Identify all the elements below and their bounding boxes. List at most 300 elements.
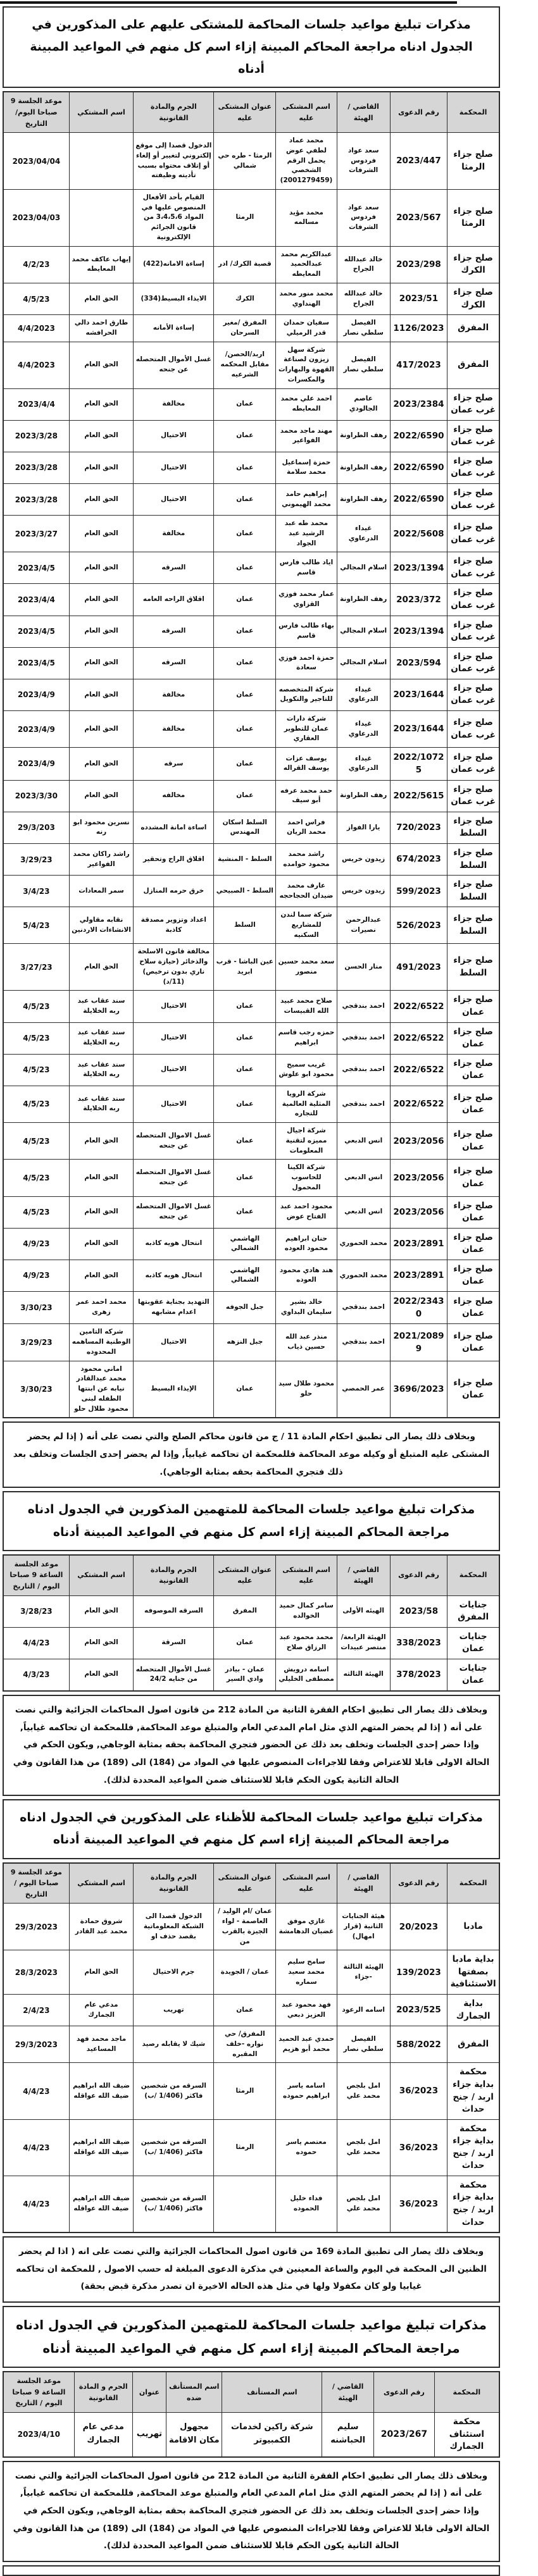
table-cell: خالد بشير سليمان البداوي (276, 1291, 337, 1324)
table-cell: 2023/298 (390, 246, 447, 283)
table-cell: سعد محمد حسين منصور (276, 944, 337, 991)
table-cell: 2023/3/28 (3, 420, 69, 452)
column-header: رقم الدعوى (390, 92, 447, 132)
table-cell: 4/4/2023 (3, 342, 69, 388)
table-cell: 5/4/23 (3, 907, 69, 944)
table-cell: زيدون خريس (337, 843, 390, 875)
table-cell: غسل الاموال المتحصله عن جنحه (134, 1123, 214, 1160)
table-cell: 2022/6590 (390, 420, 447, 452)
table-cell: المفرق (447, 315, 499, 342)
table-cell: الهاشمي الشمالي (214, 1228, 276, 1260)
table-cell: الرمثا (214, 2119, 276, 2176)
table-cell: يارا الفواز (337, 812, 390, 843)
table-cell: عمان (214, 710, 276, 747)
table-cell: سامر كمال حميد الخوالده (276, 1595, 337, 1627)
table-cell: 2023/1644 (390, 679, 447, 710)
table-cell: عمان (214, 616, 276, 647)
table-cell: اسلام المجالي (337, 616, 390, 647)
column-header: موعد الجلسة الساعة 9 صباحا اليوم / التاريخ (3, 1555, 69, 1595)
table-cell: صلح جزاء عمان (447, 1260, 499, 1291)
table-cell: عمان (214, 1995, 276, 2026)
column-header: موعد الجلسة الساعة 9 صباحا اليوم / التاريخ (3, 2372, 74, 2412)
table-cell: صلح جزاء عمان (447, 1022, 499, 1054)
table-cell: ضيف الله ابراهيم ضيف الله عواقله (69, 2063, 134, 2119)
column-header: اسم المستأنف (222, 2372, 322, 2412)
table-cell: راشد راكان محمد الفواعير (69, 843, 134, 875)
table-cell: مجهول مكان الاقامة (166, 2412, 222, 2456)
table-cell: 588/2022 (390, 2026, 447, 2063)
table-cell: الحق العام (69, 1627, 134, 1659)
table-row (3, 516, 499, 552)
table-row (3, 1054, 499, 1086)
table-cell: نسرين محمود ابو رنه (69, 812, 134, 843)
table-cell: 4/5/23 (3, 1160, 69, 1196)
table-cell: الحق العام (69, 1950, 134, 1995)
table-cell: حمد محمد عرفه أبو سيف (276, 780, 337, 812)
table-cell: مخالفه (134, 780, 214, 812)
column-header: اسم المشتكي (69, 1863, 134, 1904)
table-cell: شروق حمادة محمد عبد القادر (69, 1904, 134, 1950)
table-cell: 4/9/23 (3, 1228, 69, 1260)
table-cell: صلح جزاء الكرك (447, 283, 499, 314)
table-row (3, 246, 499, 283)
table-cell: طارق احمد دالي الحرافشه (69, 315, 134, 342)
court-notices-document (3, 6, 500, 2576)
table-cell: 2023/1394 (390, 616, 447, 647)
table-cell: 4/4/23 (3, 1627, 69, 1659)
table-cell: الرمثا - طره حي شمالي (214, 133, 276, 190)
table-cell: احمد علي محمد المعايطه (276, 388, 337, 420)
table-cell: الحق العام (69, 388, 134, 420)
table-cell: انس الدبعي (337, 1123, 390, 1160)
column-header: موعد الجلسة 9 صباحا اليوم / التاريخ (3, 1863, 69, 1904)
table-cell: 3/30/23 (3, 1291, 69, 1324)
table-cell: رهف الطراونة (337, 483, 390, 515)
table-cell: عمان (214, 552, 276, 584)
table-cell: شركة دارات عمان للتطوير العقاري (276, 710, 337, 747)
table-cell: الفيصل سلطي نصار (337, 342, 390, 388)
table-cell: المفرق/ حي نواره -خلف المقبره (214, 2026, 276, 2063)
table-cell: عمان (214, 991, 276, 1022)
table-cell: انس الدبعي (337, 1160, 390, 1196)
table-cell: عمان (214, 584, 276, 616)
table-cell: 2022/6522 (390, 1054, 447, 1086)
table-cell: رهف الطراونة (337, 584, 390, 616)
table-row (3, 420, 499, 452)
table-cell: محمود احمد عبد الفتاح عوض (276, 1196, 337, 1228)
table-cell: جبل النزهه (214, 1324, 276, 1361)
table-cell: ضيف الله ابراهيم ضيف الله عواقله (69, 2119, 134, 2176)
table-cell: انتحال هويه كاذبه (134, 1260, 214, 1291)
table-cell: الحق العام (69, 780, 134, 812)
table-cell: انتحال هويه كاذبه (134, 1228, 214, 1260)
table-cell: 491/2023 (390, 944, 447, 991)
table-cell: احمد بندقجي (337, 1022, 390, 1054)
table-cell: 417/2023 (390, 342, 447, 388)
table-cell: 2023/4/5 (3, 647, 69, 679)
table-cell: السرقه (134, 647, 214, 679)
table-cell: محمد احمد عمر زهرى (69, 1291, 134, 1324)
table-row (3, 876, 499, 907)
table-cell: الحق العام (69, 552, 134, 584)
table-cell: 338/2023 (390, 1627, 447, 1659)
table-cell: صلح جزاء عمان (447, 1086, 499, 1122)
table-cell: عمان (214, 452, 276, 483)
column-header: القاضي / الهيئة (337, 1555, 390, 1595)
table-cell: صلح جزاء غرب عمان (447, 420, 499, 452)
table-cell: الحق العام (69, 452, 134, 483)
table-cell: اسامه درويش مصطفى الخليلي (276, 1659, 337, 1691)
table-cell: تهريب (132, 2412, 166, 2456)
table-cell: الحق العام (69, 944, 134, 991)
section-4-legal-note: وبخلاف ذلك يصار الى تطبيق احكام الفقرة الثانية من المادة 212 من قانون اصول المحاكمات الجزائية والتي نصت على أنه ( إذا لم يحضر المتهم الذي مثل امام المدعي العام والمتبلغ موعد المحاكمة, فللمحكمة ان تحاكمه غيابياً, وإذا حضر إحدى الجلسات وتخلف بعد ذلك عن الحضور فتجري المحاكمة بحقه بمثابة الوجاهي, ويكون الحكم في الحالة الاولى قابلا للاعتراض وفقا للاجراءات المنصوص عليها في المواد من (184) الى (189) من هذا القانون وفي الحالة الثانية يكون الحكم قابلا للاستئناف ضمن المواعيد المحددة لذلك). (3, 2461, 500, 2562)
table-cell: يوسف عزات يوسف القراله (276, 748, 337, 781)
table-cell: اعداد وتزوير مصدقة كاذبة (134, 907, 214, 944)
column-header: عنوان المشتكى عليه (214, 1863, 276, 1904)
table-cell: حمدي عبد الحميد محمد أبو هزيم (276, 2026, 337, 2063)
table-cell: صلح جزاء غرب عمان (447, 748, 499, 781)
column-header: اسم المشتكي (69, 92, 134, 132)
table-cell: هيئة الجنايات الثانية (قرار امهال) (337, 1904, 390, 1950)
table-cell: مخالفة (134, 388, 214, 420)
table-cell: صلح جزاء الرمثا (447, 133, 499, 190)
table-cell: 3/29/23 (3, 843, 69, 875)
table-cell: 2022/23430 (390, 1291, 447, 1324)
table-cell: اسلام المجالي (337, 552, 390, 584)
column-header: القاضي / الهيئة (337, 1863, 390, 1904)
table-cell: 2023/4/9 (3, 679, 69, 710)
table-cell: غسل الاموال المتحصله عن جنحه (134, 1196, 214, 1228)
column-header: القاضي / الهيئة (322, 2372, 374, 2412)
table-cell: التهديد بجناية عقوبتها اعدام مشابهه (134, 1291, 214, 1324)
table-cell: صلح جزاء غرب عمان (447, 710, 499, 747)
table-cell: الاحتيال (134, 452, 214, 483)
table-row (3, 748, 499, 781)
table-cell: 29/3/2023 (3, 2026, 69, 2063)
table-cell: 2022/6590 (390, 452, 447, 483)
table-cell: صلح جزاء الكرك (447, 246, 499, 283)
table-cell: 3/29/23 (3, 1324, 69, 1361)
table-cell: عمان / الجويدة (214, 1950, 276, 1995)
column-header: رقم الدعوى (374, 2372, 435, 2412)
table-cell: محكمة بداية جزاء اربد / جنح حداث (447, 2063, 499, 2119)
table-cell: 36/2023 (390, 2063, 447, 2119)
table-row (3, 2412, 499, 2456)
table-cell: 4/5/23 (3, 1196, 69, 1228)
table-cell: السرقة (134, 1627, 214, 1659)
table-cell: الفيصل سلطي نصار (337, 315, 390, 342)
table-cell: 2023/3/27 (3, 516, 69, 552)
table-cell: الهيئة الثالثة -جزاء (337, 1950, 390, 1995)
table-cell: سند عقاب عبد ربه الخلايلة (69, 991, 134, 1022)
table-cell: شيك لا يقابله رصيد (134, 2026, 214, 2063)
table-cell: 2022/6522 (390, 1022, 447, 1054)
table-cell: امل بلجص محمد علي (337, 2119, 390, 2176)
table-row (3, 2026, 499, 2063)
table-cell: شركة راكين لخدمات الكمبيوتر (222, 2412, 322, 2456)
table-cell: 2023/3/28 (3, 483, 69, 515)
table-cell: احمد بندقجي (337, 1324, 390, 1361)
table-cell: 29/3/2023 (3, 1904, 69, 1950)
table-cell: 4/4/23 (3, 2176, 69, 2232)
table-cell: الحق العام (69, 679, 134, 710)
table-row (3, 812, 499, 843)
table-row (3, 483, 499, 515)
table-cell: اقلاق الراح وتحقير (134, 843, 214, 875)
column-header: موعد الجلسة 9 صباحا اليوم/التاريخ (3, 92, 69, 132)
table-cell: السرقه من شخصين فاكثر (1/406 /ب) (134, 2063, 214, 2119)
table-cell: سرقه (134, 748, 214, 781)
table-cell: صلح جزاء السلط (447, 907, 499, 944)
header-row (3, 2372, 499, 2412)
table-cell: الاحتيال (134, 483, 214, 515)
table-cell: الحق العام (69, 647, 134, 679)
table-cell: اربد/الحصن/مقابل المحكمه الشرعيه (214, 342, 276, 388)
table-cell: صلح جزاء عمان (447, 1324, 499, 1361)
table-cell: جرم الاحتيال (134, 1950, 214, 1995)
table-cell: محكمة بداية جزاء اربد / جنح حداث (447, 2119, 499, 2176)
table-cell: شركة اجيال مميزه لتقنية المعلومات (276, 1123, 337, 1160)
table-cell: 4/5/23 (3, 1086, 69, 1122)
table-cell: جبل الجوفه (214, 1291, 276, 1324)
table-cell: عمان (214, 748, 276, 781)
column-header: المحكمة (434, 2372, 499, 2412)
table-cell: غيداء الدرعاوي (337, 748, 390, 781)
table-cell: شركة الكينا للحاسوب المحمول (276, 1160, 337, 1196)
section-1-legal-note: وبخلاف ذلك يصار الى تطبيق احكام المادة 11 / ج من قانون محاكم الصلح والتي نصت على أنه ( إذا لم يحضر المشتكى عليه المتبلغ أو وكيله موعد المحاكمة فللمحكمة ان تحاكمه غيابياً, وإذا لم يحضر إحدى الجلسات وتخلف بعد ذلك فتجري المحاكمة بحقه بمثابة الوجاهي). (3, 1421, 500, 1488)
table-cell: سند عقاب عبد ربه الخلايلة (69, 1054, 134, 1086)
table-cell: غسل الاموال المتحصله عن جنحه (134, 1160, 214, 1196)
table-row (3, 1196, 499, 1228)
table-cell (214, 2176, 276, 2232)
table-cell: 2023/51 (390, 283, 447, 314)
table-row (3, 1627, 499, 1659)
table-cell: تهريب (134, 1995, 214, 2026)
table-cell: السلط (214, 907, 276, 944)
table-cell: صلح جزاء عمان (447, 1228, 499, 1260)
column-header: عنوان (132, 2372, 166, 2412)
header-row (3, 1555, 499, 1595)
table-cell: 29/3/203 (3, 812, 69, 843)
table-cell: إساءة الامانه(422) (134, 246, 214, 283)
table-cell: 4/5/23 (3, 1022, 69, 1054)
table-cell: الحق العام (69, 1196, 134, 1228)
table-cell: الهيئة الرابعة/ منتصر عبيدات (337, 1627, 390, 1659)
table-cell: 4/2/23 (3, 246, 69, 283)
table-cell: صلح جزاء غرب عمان (447, 516, 499, 552)
table-cell: محمد منور محمد الهنداوي (276, 283, 337, 314)
table-row (3, 1291, 499, 1324)
table-cell: عمان (214, 1627, 276, 1659)
table-cell: الاحتيال (134, 1054, 214, 1086)
table-cell: 2022/6590 (390, 483, 447, 515)
table-cell: جنايات المفرق (447, 1595, 499, 1627)
table-cell: بداية الجمارك (447, 1995, 499, 2026)
table-cell: الحق العام (69, 342, 134, 388)
table-cell: منذر عبد الله حسين ذياب (276, 1324, 337, 1361)
table-cell: شركة المتخصصه للتاجير والتكويل (276, 679, 337, 710)
table-cell: مدعي عام الجمارك (74, 2412, 132, 2456)
table-cell: معتصم ياسر حموده (276, 2119, 337, 2176)
table-row (3, 780, 499, 812)
table-cell: اقلاق الراحه العامه (134, 584, 214, 616)
table-cell: إبراهيم حامد محمد الهيموني (276, 483, 337, 515)
table-cell: الاحتيال (134, 1022, 214, 1054)
table-cell: 2023/04/04 (3, 133, 69, 190)
table-cell: فهد محمود عبد العزيز دبعي (276, 1995, 337, 2026)
table-cell: غازي موفق غضبان الدهامشة (276, 1904, 337, 1950)
table-row (3, 315, 499, 342)
table-cell: الاحتيال (134, 1086, 214, 1122)
table-row (3, 616, 499, 647)
table-row (3, 1022, 499, 1054)
table-cell: 2022/10725 (390, 748, 447, 781)
table-cell: عمر الحمصي (337, 1361, 390, 1418)
table-cell: 4/4/23 (3, 2119, 69, 2176)
table-cell: محكمة بداية جزاء اربد / جنح حداث (447, 2176, 499, 2232)
table-cell: الحق العام (69, 420, 134, 452)
table-cell: راشد محمد محمود حوامده (276, 843, 337, 875)
table-cell: غيداء الدرعاوي (337, 679, 390, 710)
table-cell: احمد بندقجي (337, 1291, 390, 1324)
table-cell: القيام بأحد الأفعال المنصوص عليها في المواد 3،4،5،6 من قانون الجرائم الإلكترونية (134, 189, 214, 246)
table-cell: 2023/567 (390, 189, 447, 246)
table-cell: 2023/1644 (390, 710, 447, 747)
table-cell: حنان ابراهيم محمود العوده (276, 1228, 337, 1260)
section-4-appeals-table (3, 2371, 500, 2457)
table-cell: رهف الطراونة (337, 452, 390, 483)
table-cell: صلح جزاء السلط (447, 843, 499, 875)
table-cell: انس الدبعي (337, 1196, 390, 1228)
table-cell: الحق العام (69, 748, 134, 781)
column-header: عنوان المشتكى عليه (214, 1555, 276, 1595)
table-cell: منار الحسن (337, 944, 390, 991)
table-cell: مخالفة (134, 679, 214, 710)
column-header: القاضي / الهيئة (337, 92, 390, 132)
table-cell: شركة سهل زيزون لصناعة القهوة والبهارات والمكسرات (276, 342, 337, 388)
table-cell: اسامه ياسر ابراهيم حموده (276, 2063, 337, 2119)
table-cell: مهند ماجد محمد الفواعير (276, 420, 337, 452)
table-cell: غسل الأموال المتحصله من جنايه 24/2 (134, 1659, 214, 1691)
table-row (3, 1324, 499, 1361)
table-row (3, 133, 499, 190)
table-cell: عمان (214, 780, 276, 812)
table-cell: 2023/4/5 (3, 616, 69, 647)
table-cell: 2023/3/30 (3, 780, 69, 812)
table-cell: صلاح محمد عبيد الله القبيسات (276, 991, 337, 1022)
table-cell: 4/4/2023 (3, 315, 69, 342)
table-row (3, 584, 499, 616)
table-cell: 2023/372 (390, 584, 447, 616)
table-cell: بهاء طالب فارس قاسم (276, 616, 337, 647)
table-cell: 4/5/23 (3, 991, 69, 1022)
table-cell: المفرق (214, 1595, 276, 1627)
section-1-hearings-table (3, 91, 500, 1418)
table-row (3, 1904, 499, 1950)
table-cell: حمزه رجب قاسم ابراهيم (276, 1022, 337, 1054)
table-cell: صلح جزاء عمان (447, 991, 499, 1022)
table-cell: الحق العام (69, 1123, 134, 1160)
table-row (3, 1260, 499, 1291)
table-row (3, 1659, 499, 1691)
column-header: عنوان المشتكى عليه (214, 92, 276, 132)
table-cell: 2023/04/03 (3, 189, 69, 246)
table-cell: اماني محمود محمد عبدالقادر نيابه عن ابنتها الطفله لبنى محمود طلال حلو (69, 1361, 134, 1418)
table-cell: مخالفة (134, 710, 214, 747)
table-cell: الحق العام (69, 1659, 134, 1691)
table-cell: عمان (214, 1022, 276, 1054)
table-cell: اساءة امانة المشدده (134, 812, 214, 843)
table-row (3, 2176, 499, 2232)
column-header: اسم المشتكى عليه (276, 1863, 337, 1904)
table-cell: غريب سميح محمود ابو علوش (276, 1054, 337, 1086)
table-cell: احمد بندقجي (337, 1086, 390, 1122)
table-cell: 2023/4/4 (3, 584, 69, 616)
table-cell: إساءة الأمانه (134, 315, 214, 342)
table-cell: السرقه من شخصين فاكثر (1/406 /ب) (134, 2176, 214, 2232)
table-cell: حمزة احمد فوزي سعادة (276, 647, 337, 679)
table-cell: ماجد محمد فهد المساعيد (69, 2026, 134, 2063)
table-cell: خالد عبدالله الجراح (337, 246, 390, 283)
table-cell: صلح جزاء غرب عمان (447, 647, 499, 679)
column-header: الجرم والمادة القانونية (134, 1555, 214, 1595)
table-cell: 2022/6522 (390, 991, 447, 1022)
table-cell: احمد بندقجي (337, 1054, 390, 1086)
table-cell: محكمة استئناف الجمارك (434, 2412, 499, 2456)
table-cell: الدخول قصدا إلى موقع إلكتروني لتغيير أو إلغاء أو إتلاف محتواه بسبب تأديته وظيفته (134, 133, 214, 190)
table-cell: عين الباشا - قرب ابريد (214, 944, 276, 991)
table-cell: 2023/4/5 (3, 552, 69, 584)
table-cell: 2023/2056 (390, 1123, 447, 1160)
table-cell: 2023/4/9 (3, 748, 69, 781)
table-cell: الحق العام (69, 1260, 134, 1291)
section-2-title: مذكرات تبليغ مواعيد جلسات المحاكمة للمتهمين المذكورين في الجدول ادناه مراجعة المحاكم المبينة إزاء اسم كل منهم في المواعيد المبينة أدناه (3, 1491, 500, 1551)
table-cell: صلح جزاء عمان (447, 1196, 499, 1228)
table-cell: صلح جزاء عمان (447, 1054, 499, 1086)
table-cell: عمان (214, 420, 276, 452)
table-cell: صلح جزاء غرب عمان (447, 616, 499, 647)
table-cell: 4/9/23 (3, 1260, 69, 1291)
table-cell: 378/2023 (390, 1659, 447, 1691)
table-cell: 2023/2384 (390, 388, 447, 420)
table-cell: المفرق (447, 2026, 499, 2063)
table-cell: السرقه (134, 616, 214, 647)
column-header: المحكمة (447, 1863, 499, 1904)
column-header: الجرم والمادة القانونية (134, 92, 214, 132)
table-cell: عمان (214, 516, 276, 552)
table-cell: السلط - المنشية (214, 843, 276, 875)
table-cell: صلح جزاء غرب عمان (447, 483, 499, 515)
table-cell: الحق العام (69, 1160, 134, 1196)
table-row (3, 1595, 499, 1627)
table-cell: جنايات عمان (447, 1659, 499, 1691)
column-header: الجرم والمادة القانونية (134, 1863, 214, 1904)
table-cell: صلح جزاء غرب عمان (447, 452, 499, 483)
table-cell: عمان (214, 1123, 276, 1160)
table-cell: سمر المعادات (69, 876, 134, 907)
table-row (3, 1950, 499, 1995)
table-cell: الحق العام (69, 710, 134, 747)
table-cell: 3/28/23 (3, 1595, 69, 1627)
table-cell: عمان (214, 679, 276, 710)
table-cell: 28/3/2023 (3, 1950, 69, 1995)
table-row (3, 991, 499, 1022)
table-cell: محمود طلال سيد حلو (276, 1361, 337, 1418)
column-header: الجرم و المادة القانونية (74, 2372, 132, 2412)
table-row (3, 552, 499, 584)
table-cell: عمان (214, 1054, 276, 1086)
table-cell: 4/4/23 (3, 2063, 69, 2119)
